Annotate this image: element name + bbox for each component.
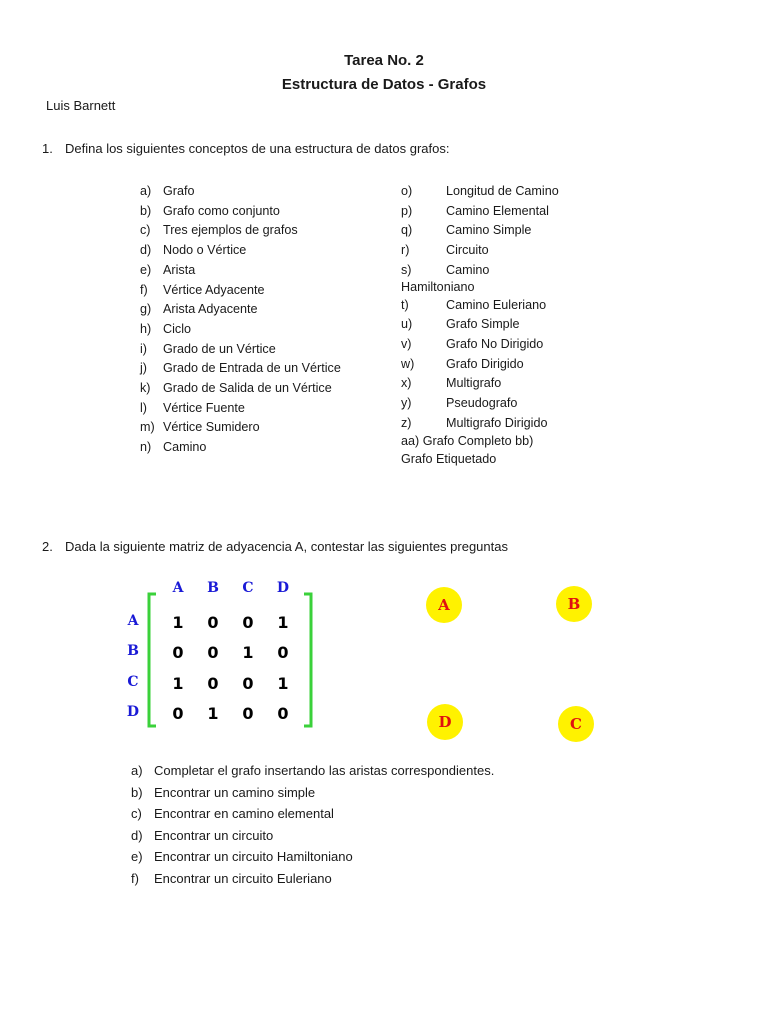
- question-2-number: 2.: [42, 539, 53, 554]
- list-item-label: a): [131, 763, 143, 778]
- list-item: [401, 433, 559, 450]
- list-item: [401, 182, 559, 202]
- list-item-text: Ciclo: [163, 321, 191, 336]
- list-item-label: b): [140, 203, 152, 218]
- list-item-text: Multigrafo: [446, 376, 502, 391]
- list-item-label: f): [140, 282, 148, 297]
- list-item: [140, 359, 341, 379]
- list-item-text: Encontrar un circuito Euleriano: [154, 870, 332, 886]
- list-item-text: Camino Euleriano: [446, 297, 547, 312]
- list-item-text: Encontrar un circuito: [154, 827, 274, 843]
- question-2-text: Dada la siguiente matriz de adyacencia A, contestar las siguientes preguntas: [65, 539, 508, 554]
- list-item-label: g): [140, 302, 152, 317]
- list-item-text: Nodo o Vértice: [163, 243, 247, 258]
- list-item-label: q): [401, 223, 413, 238]
- matrix-col-header: B: [207, 580, 219, 596]
- list-item-text: aa) Grafo Completo bb): [401, 434, 534, 449]
- list-item-label: w): [401, 356, 415, 371]
- list-item-label: e): [140, 262, 152, 277]
- list-item-text: Circuito: [446, 243, 489, 258]
- list-item-label: b): [131, 784, 143, 800]
- list-item-text: Grafo Dirigido: [446, 356, 524, 371]
- list-item-text: Arista: [163, 262, 196, 277]
- list-item-text: Multigrafo Dirigido: [446, 415, 548, 430]
- list-item-text: Vértice Adyacente: [163, 282, 265, 297]
- list-item-label: a): [140, 184, 152, 198]
- list-item-label: c): [140, 223, 151, 238]
- matrix-cell: 0: [207, 674, 219, 693]
- list-item: [140, 221, 341, 241]
- list-item-text: Camino Elemental: [446, 203, 549, 218]
- list-item-label: u): [401, 317, 413, 332]
- list-item-text: Grafo Simple: [446, 317, 520, 332]
- matrix-cell: 0: [242, 613, 254, 632]
- list-item: [401, 414, 559, 434]
- list-item: [140, 241, 341, 261]
- list-item: [140, 340, 341, 360]
- list-item: [140, 399, 341, 419]
- matrix-cell: 0: [207, 613, 219, 632]
- matrix-cell: 1: [207, 704, 219, 723]
- list-item-text: Encontrar en camino elemental: [154, 806, 334, 822]
- graph-node-a: A: [426, 587, 462, 623]
- matrix-col-header: A: [172, 580, 184, 596]
- list-item-text: Tres ejemplos de grafos: [163, 223, 298, 238]
- list-item: [401, 296, 559, 316]
- list-item-label: k): [140, 381, 151, 396]
- list-item-label: r): [401, 243, 410, 258]
- list-item-label: y): [401, 396, 412, 411]
- list-item-text: Completar el grafo insertando las aristas correspondientes.: [154, 763, 495, 778]
- list-item-label: z): [401, 415, 412, 430]
- list-item-label: i): [140, 341, 147, 356]
- q1-right-list: [401, 182, 559, 469]
- list-item-text: Grafo Etiquetado: [401, 452, 497, 467]
- list-item-label: f): [131, 870, 139, 886]
- list-item-text: Vértice Fuente: [163, 400, 245, 415]
- list-item-text: Arista Adyacente: [163, 302, 258, 317]
- list-item: [140, 379, 341, 399]
- list-item: [401, 450, 559, 469]
- matrix-row-header: C: [127, 674, 139, 690]
- list-item-label: s): [401, 262, 412, 277]
- list-item-label: c): [131, 806, 142, 822]
- list-item: [401, 374, 559, 394]
- graph-node-d: D: [427, 704, 463, 740]
- matrix-cell: 1: [277, 674, 289, 693]
- adjacency-matrix: [112, 576, 322, 732]
- list-item-text: Encontrar un circuito Hamiltoniano: [154, 849, 353, 865]
- list-item: [131, 868, 494, 890]
- list-item-label: d): [131, 827, 143, 843]
- list-item: [401, 279, 559, 296]
- list-item: [140, 300, 341, 320]
- list-item-text: Grado de Salida de un Vértice: [163, 381, 332, 396]
- list-item: [401, 202, 559, 222]
- list-item-label: l): [140, 400, 147, 415]
- list-item-text: Encontrar un camino simple: [154, 784, 316, 800]
- list-item-text: Longitud de Camino: [446, 184, 559, 198]
- list-item: [131, 846, 494, 868]
- q1-left-list: [140, 182, 341, 458]
- list-item: [401, 315, 559, 335]
- list-item: [131, 782, 494, 804]
- graph-node-c: C: [558, 706, 594, 742]
- list-item: [140, 281, 341, 301]
- list-item-text: Grado de Entrada de un Vértice: [163, 361, 341, 376]
- list-item-text: Camino Simple: [446, 223, 532, 238]
- matrix-cell: 1: [277, 613, 289, 632]
- matrix-cell: 1: [242, 643, 254, 662]
- list-item: [131, 825, 494, 847]
- matrix-row-header: A: [127, 613, 139, 629]
- matrix-right-bracket: [302, 592, 314, 728]
- list-item: [140, 182, 341, 202]
- list-item: [140, 261, 341, 281]
- matrix-cell: 0: [207, 643, 219, 662]
- list-item-label: o): [401, 184, 413, 198]
- list-item: [140, 418, 341, 438]
- q2-list: [131, 760, 494, 890]
- matrix-cell: 1: [172, 613, 184, 632]
- author-name: Luis Barnett: [46, 98, 116, 113]
- list-item: [131, 803, 494, 825]
- list-item-label: e): [131, 849, 143, 865]
- matrix-cell: 1: [172, 674, 184, 693]
- matrix-row-header: D: [126, 704, 140, 720]
- matrix-cell: 0: [277, 704, 289, 723]
- list-item: [401, 394, 559, 414]
- matrix-cell: 0: [242, 674, 254, 693]
- matrix-col-header: C: [242, 580, 254, 596]
- list-item-text: Pseudografo: [446, 396, 518, 411]
- list-item: [140, 438, 341, 458]
- list-item: [401, 241, 559, 261]
- list-item: [401, 221, 559, 241]
- list-item-label: h): [140, 321, 152, 336]
- page-subtitle: Estructura de Datos - Grafos: [281, 76, 487, 93]
- list-item: [131, 760, 494, 782]
- graph-node-b: B: [556, 586, 592, 622]
- list-item: [140, 202, 341, 222]
- list-item: [401, 355, 559, 375]
- page-title: Tarea No. 2: [344, 52, 424, 69]
- list-item-text: Camino: [446, 262, 490, 277]
- list-item-label: p): [401, 203, 413, 218]
- list-item-label: j): [140, 361, 147, 376]
- list-item-text: Camino: [163, 440, 207, 455]
- list-item-label: m): [140, 420, 155, 435]
- list-item-text: Grado de un Vértice: [163, 341, 276, 356]
- matrix-row-header: B: [127, 643, 139, 659]
- list-item-label: n): [140, 440, 152, 455]
- list-item-text: Grafo como conjunto: [163, 203, 280, 218]
- matrix-cell: 0: [242, 704, 254, 723]
- list-item-text: Vértice Sumidero: [163, 420, 260, 435]
- question-1-text: Defina los siguientes conceptos de una estructura de datos grafos:: [65, 141, 450, 156]
- matrix-cell: 0: [172, 704, 184, 723]
- matrix-cell: 0: [277, 643, 289, 662]
- list-item: [401, 335, 559, 355]
- list-item-label: t): [401, 297, 409, 312]
- matrix-left-bracket: [146, 592, 158, 728]
- list-item-text: Grafo No Dirigido: [446, 336, 544, 351]
- list-item: [140, 320, 341, 340]
- matrix-cell: 0: [172, 643, 184, 662]
- list-item-text: Hamiltoniano: [401, 279, 475, 294]
- list-item-text: Grafo: [163, 184, 195, 198]
- list-item-label: d): [140, 243, 152, 258]
- list-item-label: v): [401, 336, 412, 351]
- list-item-label: x): [401, 376, 412, 391]
- question-1-number: 1.: [42, 141, 53, 156]
- matrix-col-header: D: [276, 580, 290, 596]
